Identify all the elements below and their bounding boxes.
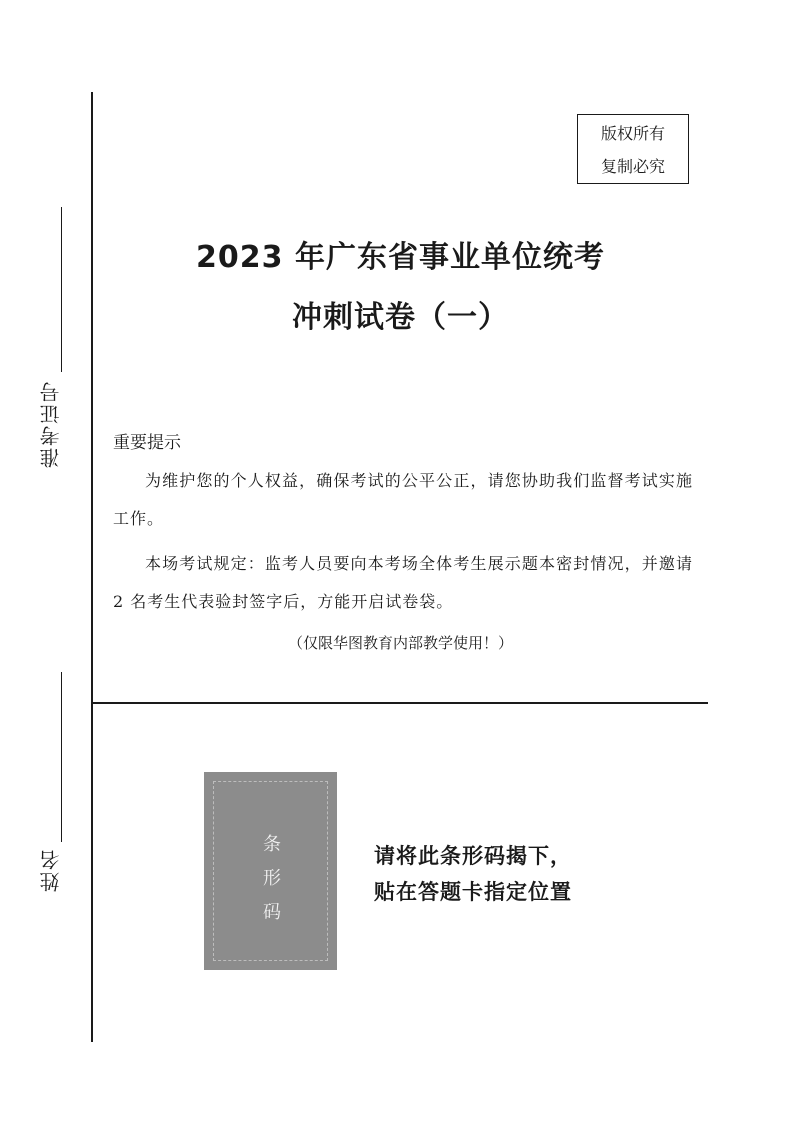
exam-id-label: 准考证号	[39, 380, 63, 468]
barcode-sticker[interactable]	[204, 772, 337, 970]
copyright-box	[577, 114, 689, 184]
page-subtitle: 冲刺试卷（一）	[292, 300, 509, 335]
barcode-instruction-line-2: 贴在答题卡指定位置	[374, 880, 572, 904]
exam-id-underline	[61, 207, 62, 372]
name-underline	[61, 672, 62, 842]
copyright-line-1: 版权所有	[600, 124, 665, 143]
barcode-instruction-line-1: 请将此条形码揭下，	[374, 844, 572, 868]
barcode-label: 条形码	[263, 834, 281, 923]
name-label: 姓名	[39, 848, 63, 892]
notice-heading: 重要提示	[113, 433, 181, 453]
notice-paragraph-2: 本场考试规定：监考人员要向本考场全体考生展示题本密封情况，并邀请 2 名考生代表验封签字后，方能开启试卷袋。	[113, 554, 693, 611]
notice-usage-note: （仅限华图教育内部教学使用！）	[287, 634, 513, 652]
page-title: 2023 年广东省事业单位统考	[196, 240, 605, 275]
section-divider	[93, 702, 708, 704]
notice-paragraph-1: 为维护您的个人权益，确保考试的公平公正，请您协助我们监督考试实施工作。	[113, 471, 693, 528]
copyright-line-2: 复制必究	[600, 157, 665, 176]
